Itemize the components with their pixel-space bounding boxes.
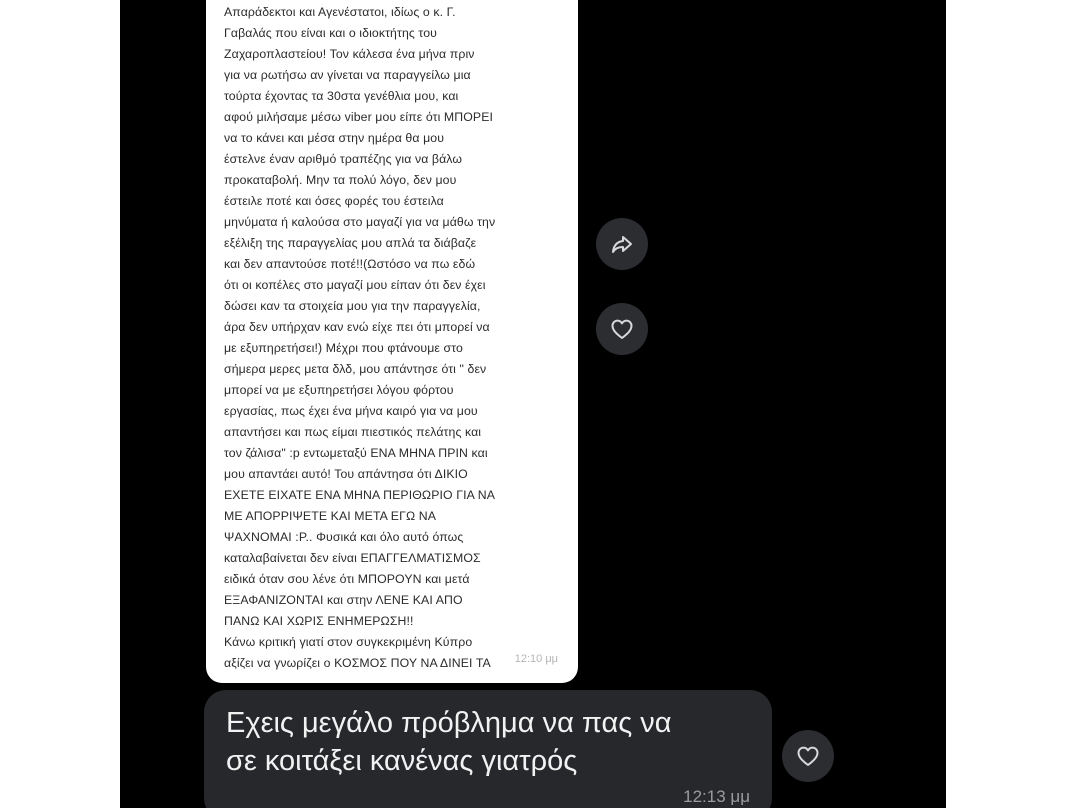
- quoted-line: ΜΕ ΑΠΟΡΡΙΨΕΤΕ ΚΑΙ ΜΕΤΑ ΕΓΩ ΝΑ: [224, 509, 437, 523]
- reply-react-heart-button[interactable]: [782, 730, 834, 782]
- quoted-line: και δεν απαντούσε ποτέ!!(Ωστόσο να πω εδώ: [224, 257, 476, 271]
- quoted-line: ΨΑΧΝΟΜΑΙ :P.. Φυσικά και όλο αυτό όπως: [224, 530, 464, 544]
- quoted-line: τούρτα έχοντας τα 30στα γενέθλια μου, και: [224, 89, 459, 103]
- quoted-line: να το κάνει και μέσα στην ημέρα θα μου: [224, 131, 445, 145]
- share-button[interactable]: [596, 218, 648, 270]
- quoted-line: καταλαβαίνεται δεν είναι ΕΠΑΓΓΕΛΜΑΤΙΣΜΟΣ: [224, 551, 481, 565]
- quoted-line: Γαβαλάς που είναι και ο ιδιοκτήτης του: [224, 26, 437, 40]
- quoted-message-timestamp: 12:10 μμ: [514, 653, 558, 665]
- quoted-line: άρα δεν υπήρχαν καν ενώ είχε πει ότι μπορεί να: [224, 320, 490, 334]
- reply-message-bubble[interactable]: [204, 690, 772, 808]
- quoted-line: ειδικά όταν σου λένε ότι ΜΠΟΡΟΥΝ και μετά: [224, 572, 470, 586]
- quoted-line: εργασίας, πως έχει ένα μήνα καιρό για να μου: [224, 404, 478, 418]
- quoted-line: αφού μιλήσαμε μέσω viber μου είπε ότι ΜΠΟΡΕΙ: [224, 110, 494, 124]
- heart-icon: [608, 315, 636, 343]
- quoted-line: προκαταβολή. Μην τα πολύ λόγο, δεν μου: [224, 173, 457, 187]
- quoted-line: τον ζάλισα" :p εντωμεταξύ ΕΝΑ ΜΗΝΑ ΠΡΙΝ και: [224, 446, 488, 460]
- quoted-line: Κάνω κριτική γιατί στον συγκεκριμένη Κύπρο: [224, 635, 473, 649]
- quoted-line: ΠΑΝΩ ΚΑΙ ΧΩΡΙΣ ΕΝΗΜΕΡΩΣΗ!!: [224, 614, 414, 628]
- heart-icon: [794, 742, 822, 770]
- reply-line: Εχεις μεγάλο πρόβλημα να πας να: [226, 707, 672, 739]
- react-heart-button[interactable]: [596, 303, 648, 355]
- quoted-line: απαντήσει και πως είμαι πιεστικός πελάτης και: [224, 425, 482, 439]
- quoted-line: έστελνε έναν αριθμό τραπέζης για να βάλω: [224, 152, 463, 166]
- quoted-message-bubble[interactable]: [206, 0, 578, 683]
- quoted-line: δώσει καν τα στοιχεία μου για την παραγγελία,: [224, 299, 481, 313]
- quoted-line: έστειλε ποτέ και όσες φορές του έστειλα: [224, 194, 444, 208]
- quoted-line: Ζαχαροπλαστείου! Τον κάλεσα ένα μήνα πριν: [224, 47, 475, 61]
- reply-message-text: [226, 704, 752, 780]
- quoted-line: για να ρωτήσω αν γίνεται να παραγγείλω μια: [224, 68, 471, 82]
- quoted-line: μπορεί να με εξυπηρετήσει λόγου φόρτου: [224, 383, 454, 397]
- quoted-line: μηνύματα ή καλούσα στο μαγαζί για να μάθω την: [224, 215, 496, 229]
- quoted-line: μου απαντάει αυτό! Του απάντησα ότι ΔΙΚΙΟ: [224, 467, 468, 481]
- reply-message-timestamp: 12:13 μμ: [683, 787, 750, 806]
- quoted-line: ΕΞΑΦΑΝΙΖΟΝΤΑΙ και στην ΛΕΝΕ ΚΑΙ ΑΠΟ: [224, 593, 463, 607]
- quoted-line: αξίζει να γνωρίζει ο ΚΟΣΜΟΣ ΠΟΥ ΝΑ ΔΙΝΕΙ ΤΑ: [224, 656, 491, 670]
- share-arrow-icon: [608, 230, 636, 258]
- quoted-line: με εξυπηρετήσει!) Μέχρι που φτάνουμε στο: [224, 341, 463, 355]
- quoted-line: ΕΧΕΤΕ ΕΙΧΑΤΕ ΕΝΑ ΜΗΝΑ ΠΕΡΙΘΩΡΙΟ ΓΙΑ ΝΑ: [224, 488, 496, 502]
- quoted-line: ότι οι κοπέλες στο μαγαζί μου είπαν ότι δεν έχει: [224, 278, 486, 292]
- quoted-line: Απαράδεκτοι και Αγενέστατοι, ιδίως ο κ. Γ.: [224, 5, 456, 19]
- quoted-line: σήμερα μερες μετα δλδ, μου απάντησε ότι " δεν: [224, 362, 487, 376]
- quoted-message-text: [224, 2, 564, 674]
- quoted-line: εξέλιξη της παραγγελίας μου απλά τα διάβαζε: [224, 236, 477, 250]
- reply-line: σε κοιτάξει κανένας γιατρός: [226, 745, 578, 777]
- chat-panel: [120, 0, 946, 808]
